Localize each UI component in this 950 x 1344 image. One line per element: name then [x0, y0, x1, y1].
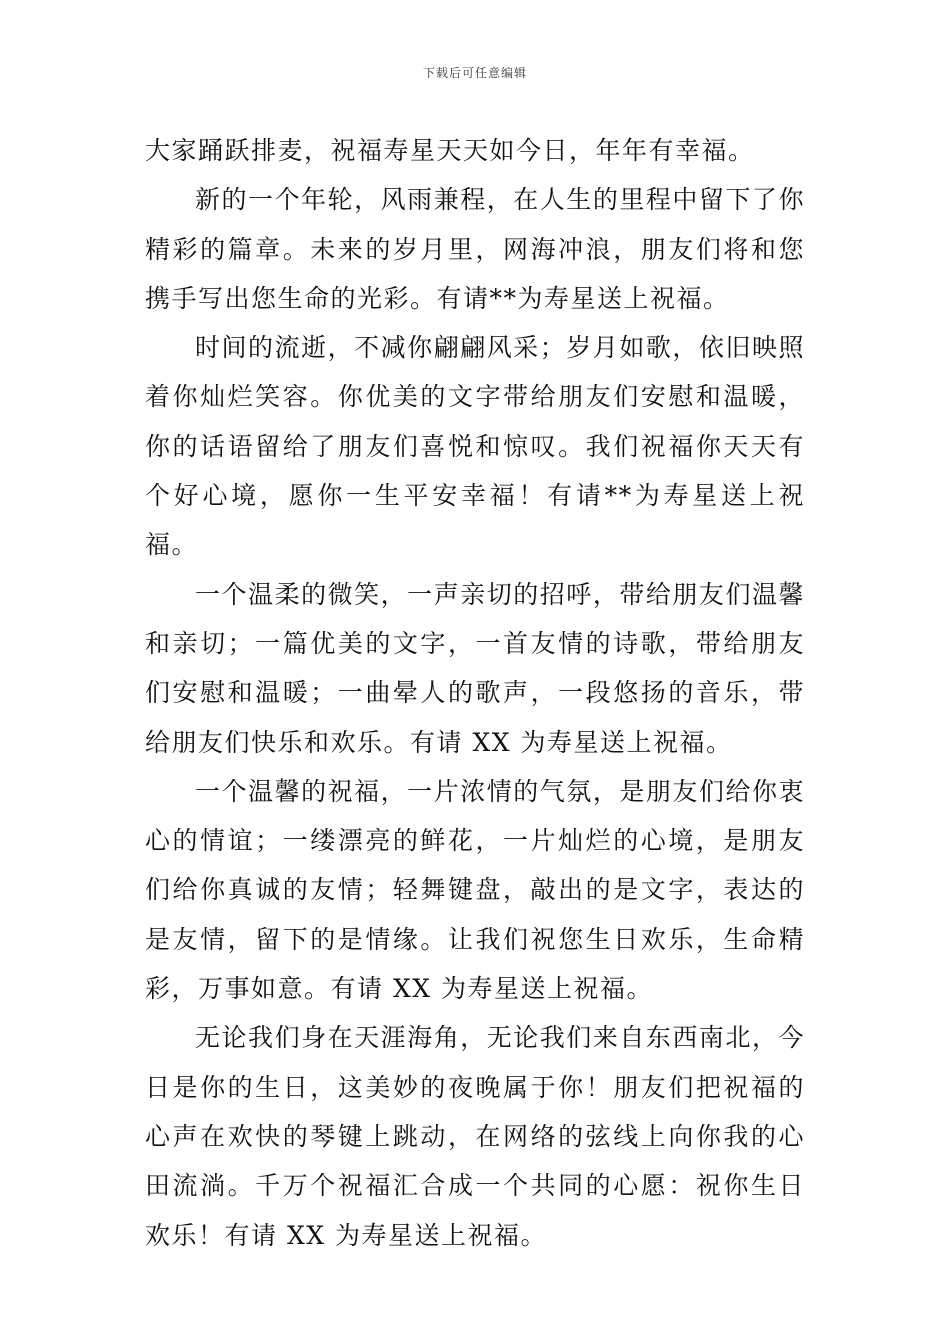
paragraph-5: 一个温馨的祝福，一片浓情的气氛，是朋友们给你衷心的情谊；一缕漂亮的鲜花，一片灿烂的心境，是朋友们给你真诚的友情；轻舞键盘，敲出的是文字，表达的是友情，留下的是情缘。让我们祝您生日欢乐，生命精彩，万事如意。有请 XX 为寿星送上祝福。 [145, 776, 805, 1004]
document-body [145, 126, 805, 1260]
paragraph-4: 一个温柔的微笑，一声亲切的招呼，带给朋友们温馨和亲切；一篇优美的文字，一首友情的诗歌，带给朋友们安慰和温暖；一曲晕人的歌声，一段悠扬的音乐，带给朋友们快乐和欢乐。有请 XX 为寿星送上祝福。 [145, 579, 805, 757]
paragraph-1: 大家踊跃排麦，祝福寿星天天如今日，年年有幸福。 [145, 136, 755, 165]
page-header-note: 下载后可任意编辑 [422, 66, 527, 80]
paragraph-3: 时间的流逝，不减你翩翩风采；岁月如歌，依旧映照着你灿烂笑容。你优美的文字带给朋友们安慰和温暖，你的话语留给了朋友们喜悦和惊叹。我们祝福你天天有个好心境，愿你一生平安幸福！有请**为寿星送上祝福。 [145, 333, 805, 560]
paragraph-6: 无论我们身在天涯海角，无论我们来自东西南北，今日是你的生日，这美妙的夜晚属于你！朋友们把祝福的心声在欢快的琴键上跳动，在网络的弦线上向你我的心田流淌。千万个祝福汇合成一个共同的心愿：祝你生日欢乐！有请 XX 为寿星送上祝福。 [145, 1023, 805, 1250]
paragraph-2: 新的一个年轮，风雨兼程，在人生的里程中留下了你精彩的篇章。未来的岁月里，网海冲浪，朋友们将和您携手写出您生命的光彩。有请**为寿星送上祝福。 [145, 185, 805, 313]
